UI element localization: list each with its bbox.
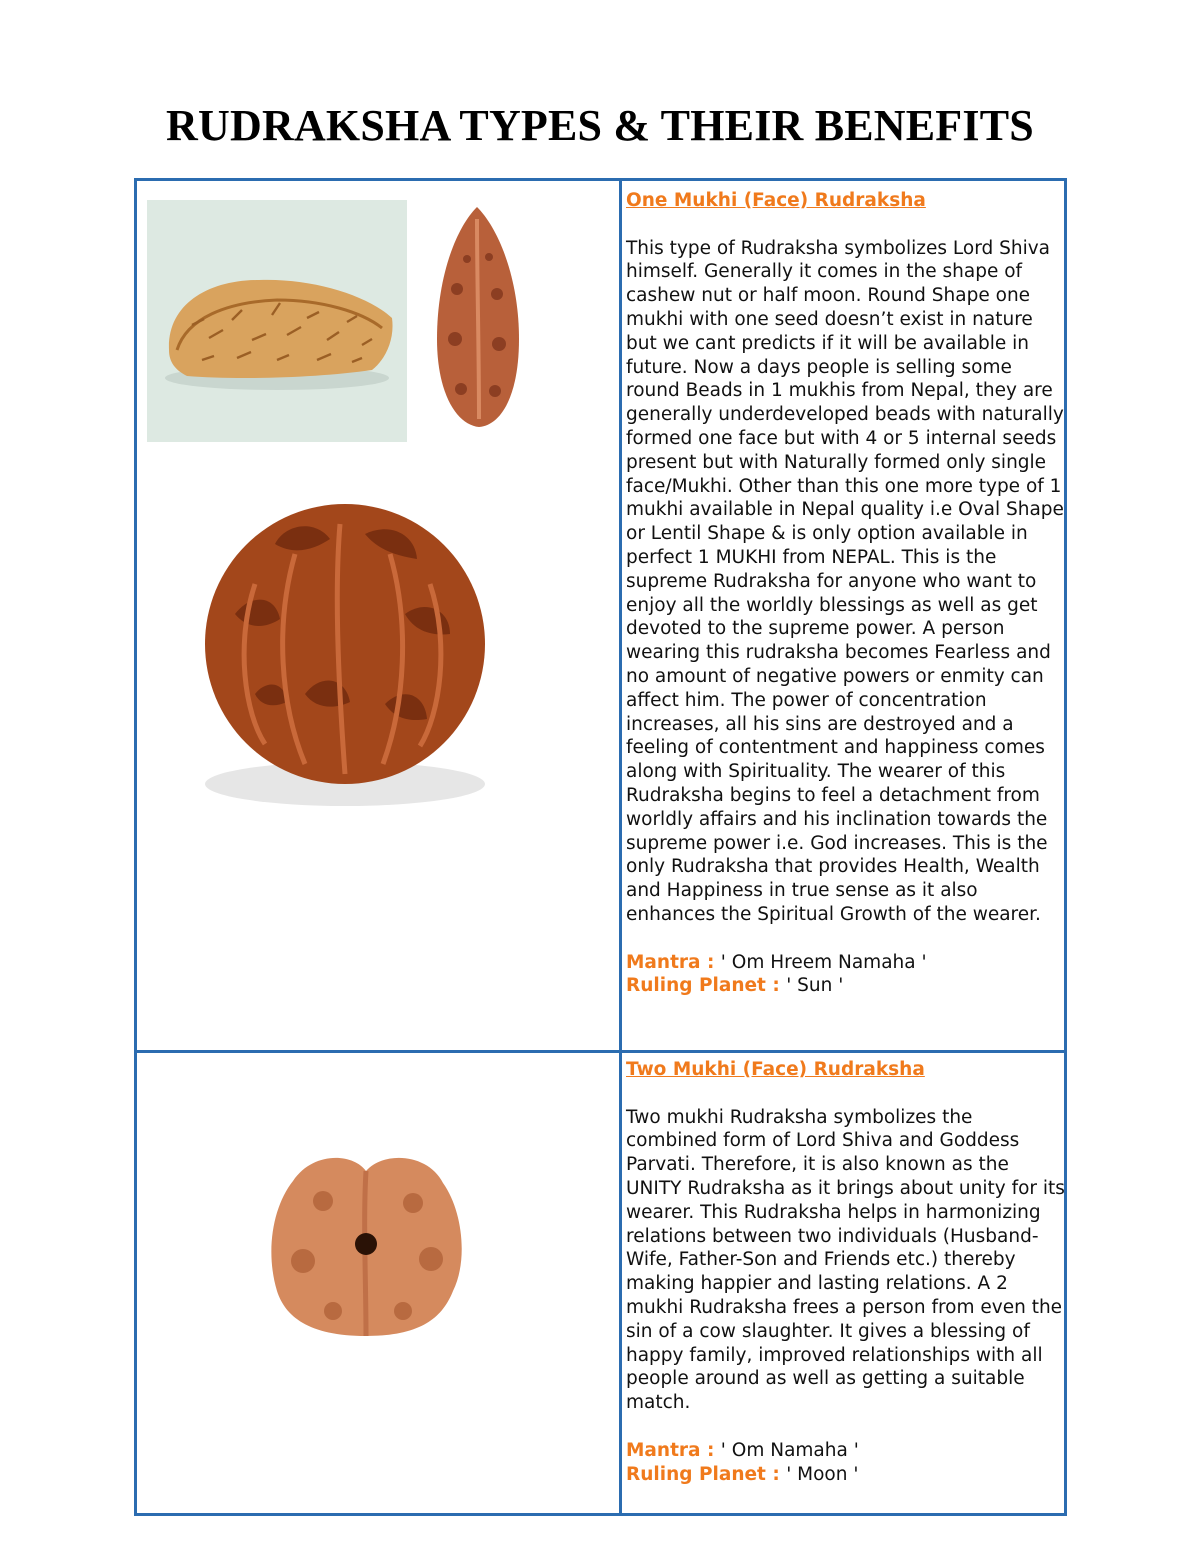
two-mukhi-mantra xyxy=(626,1439,1066,1463)
one-mukhi-round-image xyxy=(155,464,537,836)
one-mukhi-oval-image xyxy=(427,199,527,435)
page-title: RUDRAKSHA TYPES & THEIR BENEFITS xyxy=(166,101,1034,150)
two-mukhi-planet xyxy=(626,1463,1066,1487)
ruling-planet-value: ' Moon ' xyxy=(786,1463,859,1485)
one-mukhi-mantra xyxy=(626,951,1066,975)
section-two-mukhi xyxy=(626,1058,1066,1486)
ruling-planet-label: Ruling Planet : xyxy=(626,975,787,997)
ruling-planet-label: Ruling Planet : xyxy=(626,1463,787,1485)
rudraksha-table xyxy=(134,178,1067,1516)
two-mukhi-image xyxy=(263,1141,469,1341)
section-one-mukhi xyxy=(626,189,1066,998)
mantra-value: ' Om Hreem Namaha ' xyxy=(720,951,927,973)
row-divider xyxy=(137,1050,1064,1053)
two-mukhi-description: Two mukhi Rudraksha symbolizes the combined form of Lord Shiva and Goddess Parvati. Therefore, it is also known as the UNITY Rudraksha as it brings about unity for its wearer. This Rudraksha helps in harmonizing relations between two individuals (Husband-Wife, Father-Son and Friends etc.) thereby making happier and lasting relations. A 2 mukhi Rudraksha frees a person from even the sin of a cow slaughter. It gives a blessing of happy family, improved relationships with all people around as well as getting a suitable match. xyxy=(626,1106,1065,1414)
ruling-planet-value: ' Sun ' xyxy=(786,975,844,997)
one-mukhi-half-moon-image xyxy=(147,200,407,442)
two-mukhi-heading-link[interactable]: Two Mukhi (Face) Rudraksha xyxy=(626,1059,925,1080)
one-mukhi-heading-link[interactable]: One Mukhi (Face) Rudraksha xyxy=(626,190,926,211)
column-divider xyxy=(619,181,622,1513)
mantra-label: Mantra : xyxy=(626,1439,721,1461)
one-mukhi-description: This type of Rudraksha symbolizes Lord Shiva himself. Generally it comes in the shape of cashew nut or half moon. Round Shape one mukhi with one seed doesn’t exist in nature but we cant predicts if it will be available in future. Now a days people is selling some round Beads in 1 mukhis from Nepal, they are generally underdeveloped beads with naturally formed one face but with 4 or 5 internal seeds present but with Naturally formed only single face/Mukhi. Other than this one more type of 1 mukhi available in Nepal quality i.e Oval Shape or Lentil Shape & is only option available in perfect 1 MUKHI from NEPAL. This is the supreme Rudraksha for anyone who want to enjoy all the worldly blessings as well as get devoted to the supreme power. A person wearing this rudraksha becomes Fearless and no amount of negative powers or enmity can affect him. The power of concentration increases, all his sins are destroyed and a feeling of contentment and happiness comes along with Spirituality. The wearer of this Rudraksha begins to feel a detachment from worldly affairs and his inclination towards the supreme power i.e. God increases. This is the only Rudraksha that provides Health, Wealth and Happiness in true sense as it also enhances the Spiritual Growth of the wearer. xyxy=(626,237,1064,925)
mantra-label: Mantra : xyxy=(626,951,721,973)
mantra-value: ' Om Namaha ' xyxy=(720,1439,859,1461)
one-mukhi-planet xyxy=(626,974,1066,998)
